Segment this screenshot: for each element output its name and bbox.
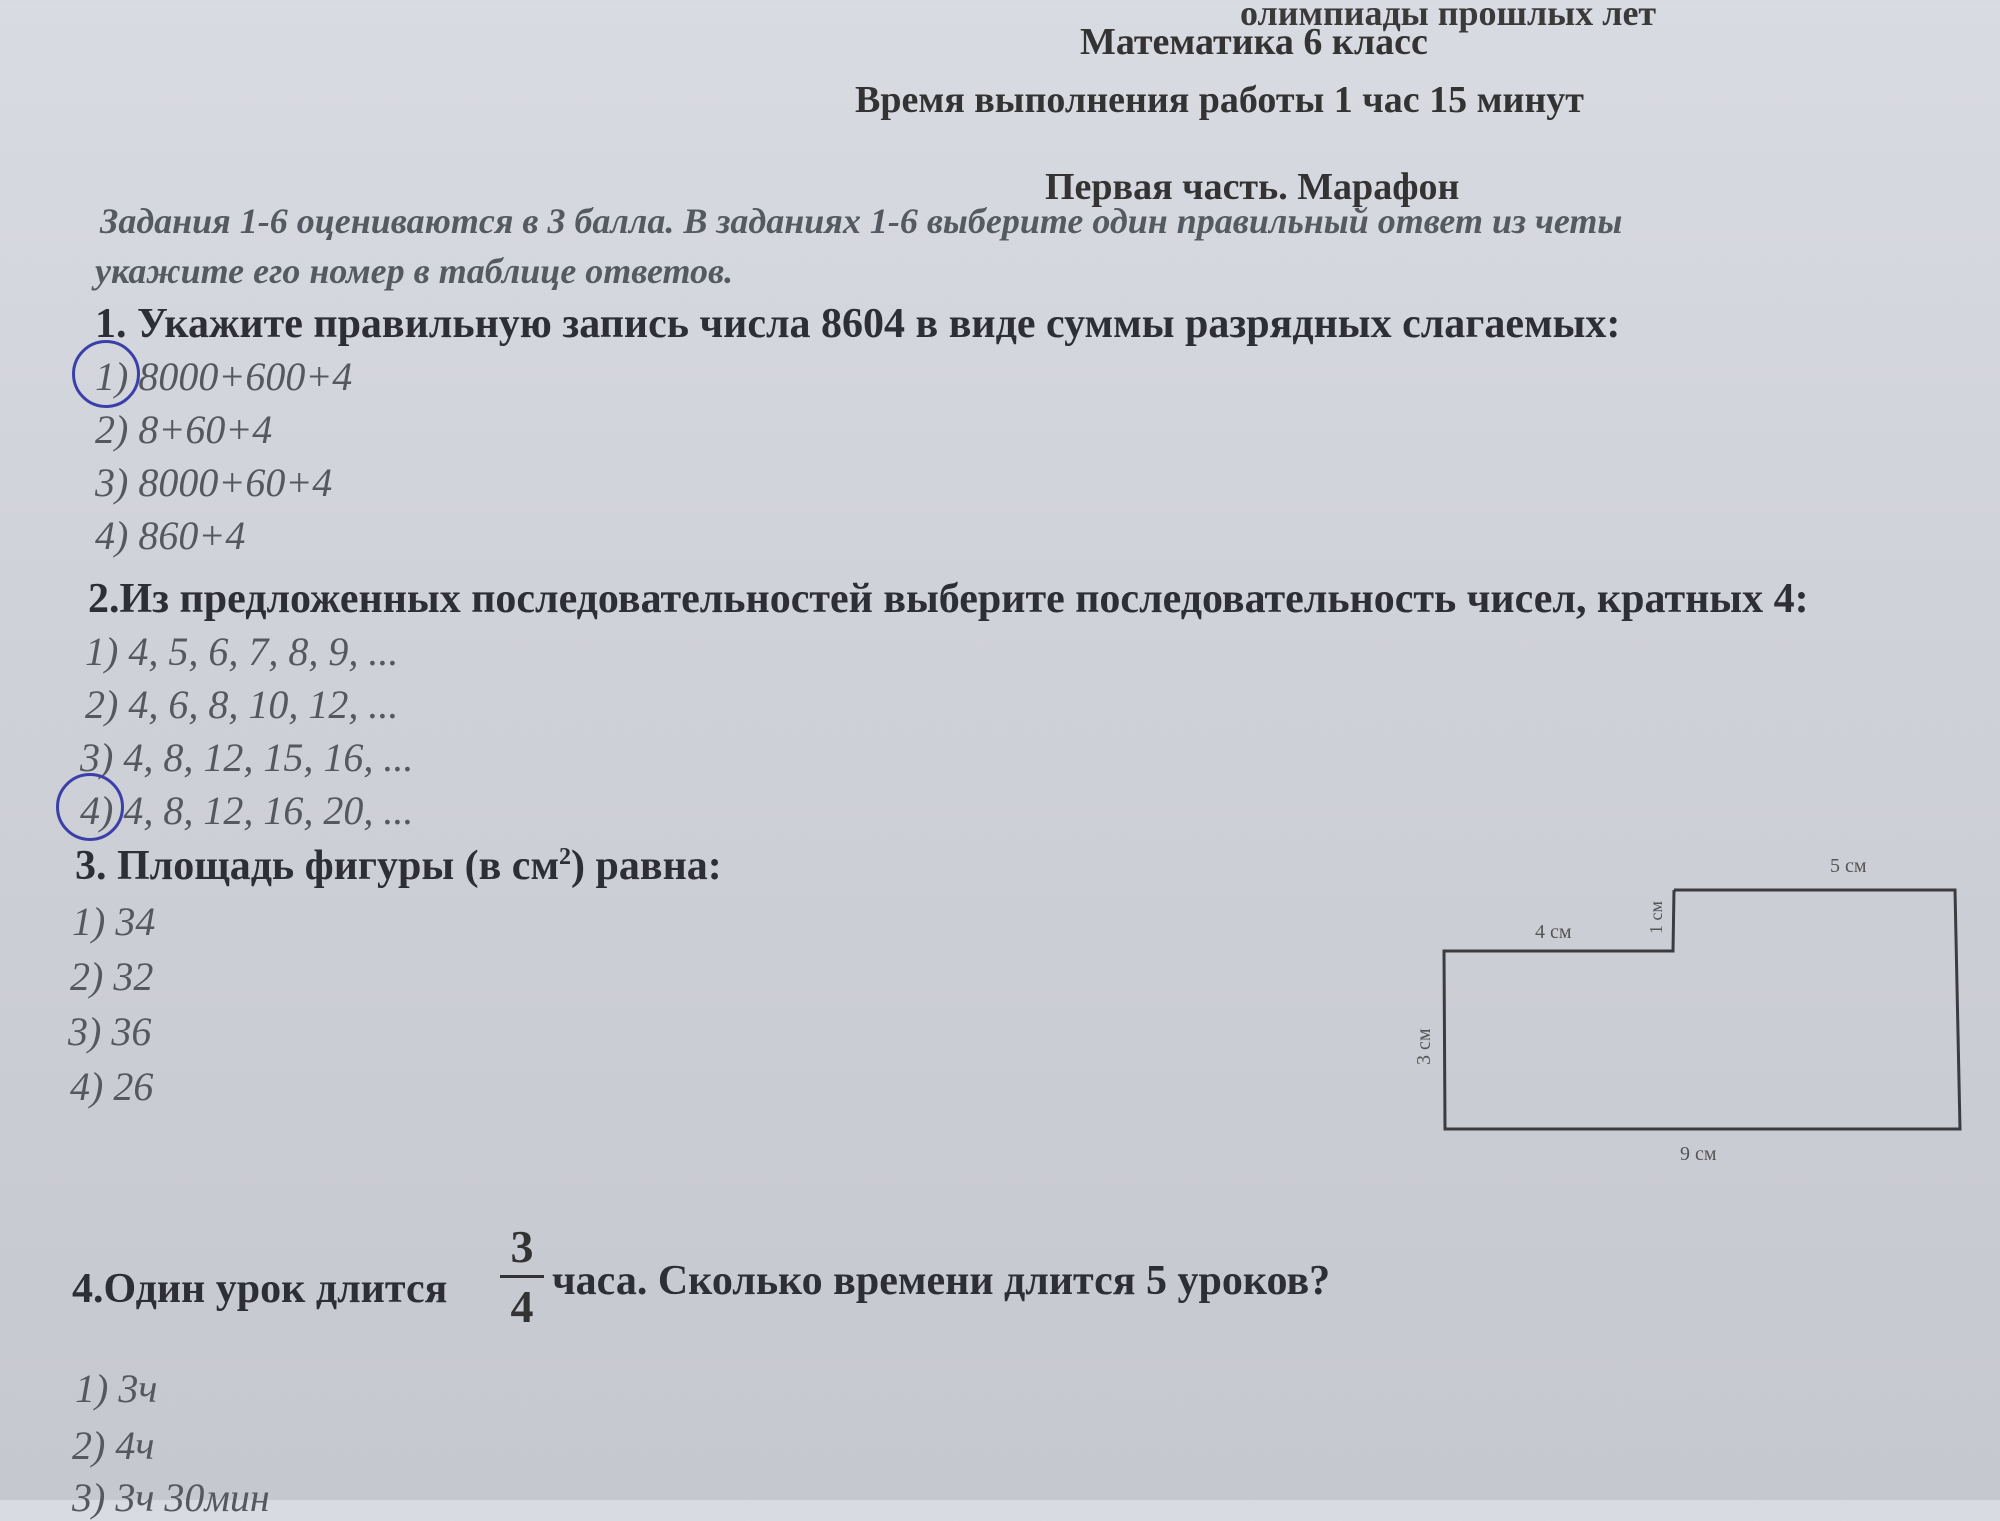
q1-option-1: 1) 8000+600+4 [95, 354, 353, 399]
q4-option-2: 2) 4ч [72, 1423, 155, 1468]
q4-numerator: 3 [510, 1221, 534, 1272]
q2-option-2: 2) 4, 6, 8, 10, 12, ... [85, 682, 399, 727]
q1-option-4: 4) 860+4 [95, 513, 246, 558]
subject-title: Математика 6 класс [1080, 21, 1428, 63]
q3-text-before: 3. Площадь фигуры (в см [75, 843, 560, 889]
label-notch: 1 см [1646, 901, 1666, 934]
q3-text-after: ) равна: [571, 843, 722, 889]
answer-circle-q2 [56, 773, 124, 841]
q4-option-3: 3) 3ч 30мин [72, 1475, 270, 1520]
q1-option-2: 2) 8+60+4 [95, 407, 273, 452]
question-2: 2.Из предложенных последовательностей выберите последовательность чисел, кратных 4: [88, 576, 1809, 622]
figure-outline [1444, 890, 1960, 1129]
q3-option-2: 2) 32 [70, 954, 154, 999]
q2-option-4: 4) 4, 8, 12, 16, 20, ... [80, 788, 414, 833]
part-title: Первая часть. Марафон [1045, 166, 1460, 208]
answer-circle-q1 [72, 340, 140, 408]
time-limit: Время выполнения работы 1 час 15 минут [855, 79, 1584, 121]
q4-option-1: 1) 3ч [75, 1366, 158, 1411]
q4-fraction [500, 1220, 544, 1333]
q3-option-1: 1) 34 [72, 899, 156, 944]
fraction-bar [500, 1275, 544, 1278]
q4-text-after: часа. Сколько времени длится 5 уроков? [552, 1258, 1331, 1304]
q4-text-before: 4.Один урок длится [72, 1266, 448, 1312]
intro-line-2: укажите его номер в таблице ответов. [95, 251, 734, 291]
q2-option-3: 3) 4, 8, 12, 15, 16, ... [80, 735, 414, 780]
question-1: 1. Укажите правильную запись числа 8604 в виде суммы разрядных слагаемых: [95, 301, 1621, 347]
q2-option-1: 1) 4, 5, 6, 7, 8, 9, ... [85, 629, 399, 674]
q1-option-3: 3) 8000+60+4 [95, 460, 333, 505]
area-figure [1400, 850, 2000, 1180]
intro-line-1: Задания 1-6 оцениваются в 3 балла. В заданиях 1-6 выберите один правильный ответ из четы [100, 201, 1623, 241]
question-3 [75, 842, 722, 890]
label-left: 3 см [1413, 1028, 1435, 1065]
header-fragment: олимпиады прошлых лет [1240, 0, 1657, 33]
label-top-right: 5 см [1830, 855, 1867, 877]
label-bottom: 9 см [1680, 1143, 1717, 1165]
q3-superscript: 2 [559, 844, 572, 870]
q4-denominator: 4 [510, 1281, 534, 1332]
q3-option-3: 3) 36 [68, 1009, 152, 1054]
label-step: 4 см [1535, 921, 1572, 943]
q3-option-4: 4) 26 [70, 1064, 154, 1109]
